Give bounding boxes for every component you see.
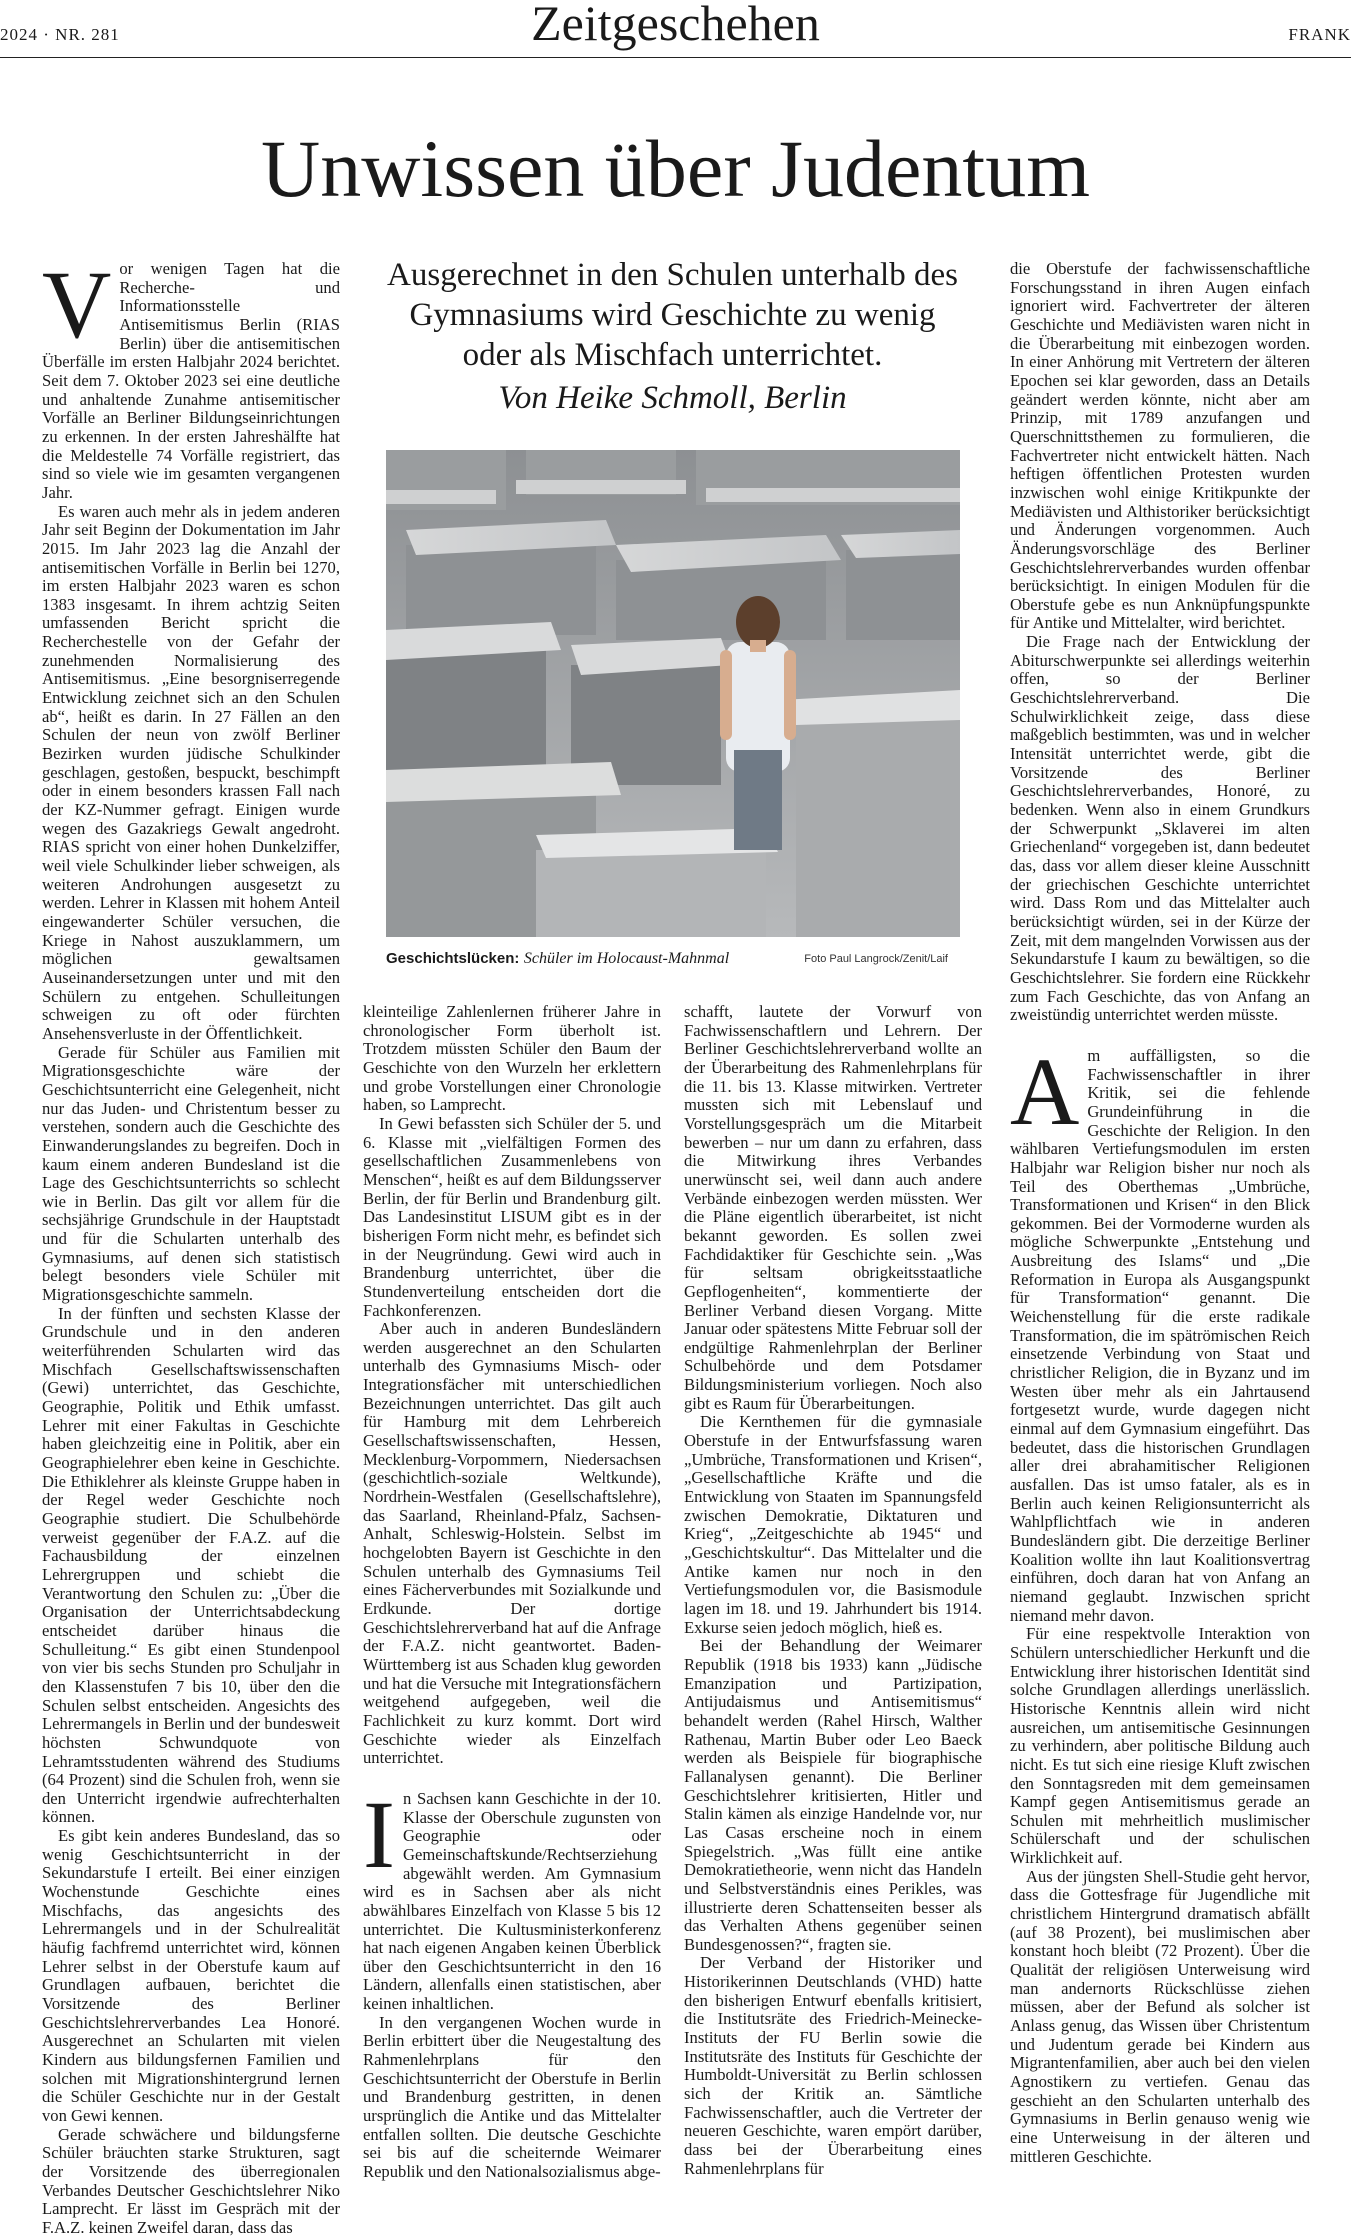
article-photo — [386, 450, 960, 937]
article-column-1 — [42, 251, 340, 2237]
paragraph: m auffälligsten, so die Fachwissenschaftler in ihrer Kritik, sei die fehlende Grundeinführung in die Geschichte der Religion. In den wählbaren Vertiefungsmodulen im ersten Halbjahr war Religion bisher nur noch als Teil des Oberthemas „Umbrüche, Transformationen und Krisen“ in den Blick gekommen. Bei der Vormoderne wurden als mögliche Schwerpunkte „Entstehung und Ausbreitung des Islams“ und „Die Reformation in Europa als Ausgangspunkt für Transformation“ genannt. Die Weichenstellung für die erste radikale Transformation, die im spätrömischen Reich einsetzende Verbindung von Staat und christlicher Religion, die in Byzanz und im Westen über mehr als ein Jahrtausend fortgesetzt wurde, wurde dagegen nicht einmal auf dem Gymnasium eingeführt. Das bedeutet, dass die historischen Grundlagen aller drei abrahamitischer Religionen ausfallen. Das ist umso fataler, als es in Berlin auch keinen Religionsunterricht als Wahlpflichtfach wie in anderen Bundesländern gibt. Die derzeitige Berliner Koalition wollte ihn laut Koalitionsvertrag einführen, doch daran hat von Anfang an niemand geglaubt. Inzwischen spricht niemand mehr davon. — [1010, 1045, 1310, 1625]
issue-info: 2024 · NR. 281 — [0, 25, 120, 44]
paragraph: Aus der jüngsten Shell-Studie geht hervor, dass die Gottesfrage für Jugendliche mit christlichem Hintergrund dramatisch abfällt (auf 38 Prozent), bei muslimischen aber konstant hoch bleibt (72 Prozent). Über die Qualität der religiösen Unterweisung wird man andernorts Rückschlüsse ziehen müssen, aber der Befund als solcher ist Anlass genug, das Wissen über Christentum und Judentum gerade bei Kindern aus Migrantenfamilien, aber auch bei den vielen Agnostikern zu vertiefen. Genau das geschieht an den Schularten unterhalb des Gymnasiums in Berlin genauso wenig wie eine Unterweisung in der älteren und mittleren Geschichte. — [1010, 1866, 1310, 2166]
paragraph: Gerade für Schüler aus Familien mit Migrationsgeschichte wäre der Geschichtsunterricht eine Gelegenheit, nicht nur das Juden- und Christentum besser zu verstehen, sondern auch die Geschichte des Einwanderungslandes zu begreifen. Doch in kaum einem anderen Bundesland ist die Lage des Geschichtsunterrichts so schlecht wie in Berlin. Das gilt vor allem für die sechsjährige Grundschule in der Hauptstadt und für die Schularten unterhalb des Gymnasiums, auf denen sich statistisch belegt besonders viele Schüler mit Migrationsgeschichte sammeln. — [42, 1042, 340, 1305]
paragraph: In Gewi befassten sich Schüler der 5. und 6. Klasse mit „vielfältigen Formen des gesellschaftlichen Zusammenlebens von Menschen“, heißt es auf dem Bildungsserver Berlin, der für Berlin und Brandenburg gilt. Das Landesinstitut LISUM gibt es in der bisherigen Form nicht mehr, es befindet sich in der Neugründung. Gewi wird auch in Brandenburg unterrichtet, über die Stundenverteilung entscheiden dort die Fachkonferenzen. — [363, 1113, 661, 1320]
section-title: Zeitgeschehen — [531, 0, 820, 51]
paragraph: Die Kernthemen für die gymnasiale Oberstufe in der Entwurfsfassung waren „Umbrüche, Transformationen und Krisen“, „Gesellschaftliche Kräfte und die Entwicklung von Staaten im Spannungsfeld zwischen Demokratie, Diktaturen und Krieg“, „Zeitgeschichte ab 1945“ und „Geschichtskultur“. Das Mittelalter und die Antike kamen nur noch in den Vertiefungsmodulen vor, die Basismodule lagen im 18. und 19. Jahrhundert bis 1914. Exkurse seien jedoch möglich, hieß es. — [684, 1412, 982, 1637]
dropcap: I — [363, 1780, 395, 1888]
article-column-3 — [684, 1002, 982, 2178]
holocaust-memorial-photo — [386, 450, 960, 937]
paragraph: Es gibt kein anderes Bundesland, das so wenig Geschichtsunterricht in der Sekundarstufe I erteilt. Bei einer einzigen Wochenstunde Geschichte eines Mischfachs, das angesichts des Lehrermangels und in der Schulrealität häufig fachfremd unterrichtet wird, können Lehrer selbst in der Oberstufe kaum auf Grundlagen aufbauen, berichtet die Vorsitzende des Berliner Geschichtslehrerverbandes Lea Honoré. Ausgerechnet an Schularten mit vielen Kindern aus bildungsfernen Familien und solchen mit Migrationshintergrund lernen die Schüler Geschichte nur in der Gestalt von Gewi kennen. — [42, 1826, 340, 2125]
paragraph: Für eine respektvolle Interaktion von Schülern unterschiedlicher Herkunft und die Entwicklung ihrer historischen Identität sind solche Grundlagen allerdings unerlässlich. Historische Kenntnis allein wird nicht ausreichen, um antisemitische Gesinnungen zu verhindern, aber politische Bildung auch nicht. Es tut sich eine riesige Kluft zwischen den Sonntagsreden mit dem gemeinsamen Kampf gegen Antisemitismus gerade an Schulen mit mehrheitlich muslimischer Schülerschaft und der schulischen Wirklichkeit auf. — [1010, 1624, 1310, 1868]
photo-caption — [386, 950, 960, 972]
article-column-2 — [363, 1002, 661, 2182]
paragraph: schafft, lautete der Vorwurf von Fachwissenschaftlern und Lehrern. Der Berliner Geschichtslehrerverband wollte an der Überarbeitung des Rahmenlehrplans für die 11. bis 13. Klasse mitwirken. Vertreter mussten sich mit Lebenslauf und Vorstellungsgespräch um die Mitarbeit bewerben – nur um dann zu erfahren, dass die Mitwirkung ihres Verbandes unerwünscht sei, weil dann auch andere Verbände einbezogen werden müssten. Wer die Pläne eigentlich überarbeitet, ist nicht bekannt geworden. Es sollen zwei Fachdidaktiker für Geschichte sein. „Was für seltsam obrigkeitsstaatliche Gepflogenheiten“, kommentierte der Berliner Verband diesen Vorgang. Mitte Januar oder spätestens Mitte Februar soll der endgültige Rahmenlehrplan der Berliner Schulbehörde und dem Potsdamer Bildungsministerium vorliegen. Noch also gibt es Raum für Überarbeitungen. — [684, 1002, 982, 1413]
paragraph: Der Verband der Historiker und Historikerinnen Deutschlands (VHD) hatte den bisherigen Entwurf ebenfalls kritisiert, die Institutsräte des Friedrich-Meinecke-Instituts der FU Berlin sowie die Institutsräte des Instituts für Geschichte der Humboldt-Universität zu Berlin schlossen sich der Kritik an. Sämtliche Fachwissenschaftler, auch die Vertreter der neueren Geschichte, waren empört darüber, dass bei der Überarbeitung eines Rahmenlehrplans für — [684, 1953, 982, 2178]
article-headline: Unwissen über Judentum — [260, 123, 1090, 214]
paragraph: Es waren auch mehr als in jedem anderen Jahr seit Beginn der Dokumentation im Jahr 2015. Im Jahr 2023 lag die Anzahl der antisemitischen Vorfälle in Berlin bei 1270, im ersten Halbjahr 2023 waren es schon 1383 insgesamt. In ihrem achtzig Seiten umfassenden Bericht spricht die Recherchestelle von der Gefahr der zunehmenden Normalisierung des Antisemitismus. „Eine besorgniserregende Entwicklung zeichnet sich an den Schulen ab“, heißt es darin. In 27 Fällen an den Schulen der neun von zwölf Berliner Bezirken wurden jüdische Schulkinder geschlagen, gestoßen, bespuckt, beschimpft oder in einem besonders krassen Fall nach der KZ-Nummer gefragt. Einigen wurde wegen des Gazakriegs Gewalt angedroht. RIAS spricht von einer hohen Dunkelziffer, weil viele Schulkinder lieber schweigen, als weiteren Androhungen ausgesetzt zu werden. Lehrer in Klassen mit hohem Anteil eingewanderter Schüler versuchen, die Kriege in Nahost auszuklammern, um möglichen gewaltsamen Auseinandersetzungen unter und mit den Schülern zu entgehen. Schulleitungen schweigen zu oft oder fürchten Ansehensverluste in der Öffentlichkeit. — [42, 501, 340, 1043]
paragraph: Bei der Behandlung der Weimarer Republik (1918 bis 1933) kann „Jüdische Emanzipation und Partizipation, Antijudaismus und Antisemitismus“ behandelt werden (Rahel Hirsch, Walther Rathenau, Martin Buber oder Leo Baeck werden als Beispiele für biographische Fallanalysen genannt). Die Berliner Geschichtslehrer kritisierten, Hitler und Stalin kämen als einzige Handelnde vor, nur Las Casas erscheine noch in einem Spiegelstrich. „Was füllt eine antike Demokratietheorie, wenn nicht das Handeln und Selbstverständnis eines Perikles, was illustrierte deren Schattenseiten besser als das Verhalten Athens gegenüber seinen Bundesgenossen?“, fragten sie. — [684, 1636, 982, 1954]
article-deck: Ausgerechnet in den Schulen unterhalb des Gymnasiums wird Geschichte zu wenig oder als Mischfach unterrichtet. — [387, 257, 958, 373]
paragraph: or wenigen Tagen hat die Recherche- und Informationsstelle Antisemitismus Berlin (RIAS Berlin) über die antisemitischen Überfälle im ersten Halbjahr 2024 berichtet. Seit dem 7. Oktober 2023 sei eine deutliche und anhaltende Zunahme antisemitischer Vorfälle an Berliner Bildungseinrichtungen zu erkennen. In der ersten Jahreshälfte hat die Meldestelle 74 Vorfälle registriert, das sind so viele wie im gesamten vergangenen Jahr. — [42, 259, 340, 502]
paragraph: In der fünften und sechsten Klasse der Grundschule und in den anderen weiterführenden Schularten wird das Mischfach Gesellschaftswissenschaften (Gewi) unterrichtet, das Geschichte, Geographie, Politik und Ethik umfasst. Lehrer mit einer Fakultas in Geschichte haben gleichzeitig eine in Politik, aber ein Geographielehrer eben keine in Geschichte. Die Ethiklehrer als kleinste Gruppe haben in der Regel weder Geschichte noch Geographie studiert. Die Schulbehörde verweist gegenüber der F.A.Z. auf die Fachausbildung der einzelnen Lehrergruppen und schiebt die Verantwortung den Schulen zu: „Über die Organisation der Unterrichtsabdeckung entscheidet darüber hinaus die Schulleitung.“ Es gibt einen Stundenpool von vier bis sechs Stunden pro Schuljahr in den Klassenstufen 7 bis 10, über den die Schulen selbst entscheiden. Angesichts des Lehrermangels in Berlin und der bundesweit höchsten Schwundquote von Lehramtsstudenten während des Studiums (64 Prozent) sind die Schulen froh, wenn sie den Unterricht irgendwie aufrechterhalten können. — [42, 1303, 340, 1827]
caption-text: Schüler im Holocaust-Mahnmal — [523, 950, 730, 967]
page-header — [0, 0, 1351, 58]
caption-title: Geschichtslücken: — [386, 950, 520, 967]
dropcap: V — [42, 251, 112, 358]
article-byline: Von Heike Schmoll, Berlin — [498, 380, 847, 416]
paragraph: Gerade schwächere und bildungsferne Schüler bräuchten starke Strukturen, sagt der Vorsitzende des überregionalen Verbandes Deutscher Geschichtslehrer Niko Lamprecht. Er lässt im Gespräch mit der F.A.Z. keinen Zweifel daran, dass das — [42, 2124, 340, 2237]
photo-credit: Foto Paul Langrock/Zenit/Laif — [804, 953, 948, 965]
article-column-4 — [1010, 260, 1310, 2175]
dropcap: A — [1010, 1037, 1080, 1145]
paragraph: Die Frage nach der Entwicklung der Abiturschwerpunkte sei allerdings weiterhin offen, so der Berliner Geschichtslehrerverband. Die Schulwirklichkeit zeige, dass diese maßgeblich bestimmten, was und in welcher Intensität unterrichtet werde, gibt die Vorsitzende des Berliner Geschichtslehrerverbandes, Honoré, zu bedenken. Wenn also in einem Grundkurs der Schwerpunkt „Sklaverei im alten Griechenland“ vorgegeben ist, dann bedeutet das, dass vor allem dieser kleine Ausschnitt der griechischen Geschichte unterrichtet wird. Dass Rom und das Mittelalter auch berücksichtigt würden, sei in der Kürze der Zeit, mit dem mangelnden Vorwissen aus der Sekundarstufe I kaum zu bewältigen, so die Geschichtslehrer. Sie fordern eine Rückkehr zum Fach Geschichte, das von Anfang an zweistündig unterrichtet werden müsste. — [1010, 632, 1310, 1025]
paragraph: In den vergangenen Wochen wurde in Berlin erbittert über die Neugestaltung des Rahmenlehrplans für den Geschichtsunterricht der Oberstufe in Berlin und Brandenburg gestritten, in denen ursprünglich die Antike und das Mittelalter entfallen sollten. Die deutsche Geschichte sei bis auf die scheiternde Weimarer Republik und den Nationalsozialismus abge- — [363, 2012, 661, 2182]
paragraph: Aber auch in anderen Bundesländern werden ausgerechnet an den Schularten unterhalb des Gymnasiums Misch- oder Integrationsfächer mit unterschiedlichen Bezeichnungen unterrichtet. Das gilt auch für Hamburg mit dem Lehrbereich Gesellschaftswissenschaften, Hessen, Mecklenburg-Vorpommern, Niedersachsen (geschichtlich-soziale Weltkunde), Nordrhein-Westfalen (Gesellschaftslehre), das Saarland, Rheinland-Pfalz, Sachsen-Anhalt, Schleswig-Holstein. Selbst im hochgelobten Bayern ist Geschichte in den Schulen unterhalb des Gymnasiums Teil eines Fächerverbundes mit Sozialkunde und Erdkunde. Der dortige Geschichtslehrerverband hat auf die Anfrage der F.A.Z. nicht geantwortet. Baden-Württemberg ist aus Schaden klug geworden und hat die Versuche mit Integrationsfächern weitgehend aufgegeben, weil die Fachlichkeit zu kurz kommt. Dort wird Geschichte wieder als Einzelfach unterrichtet. — [363, 1319, 661, 1768]
paragraph: die Oberstufe der fachwissenschaftliche Forschungsstand in ihren Augen einfach ignoriert wird. Fachvertreter der älteren Geschichte und Mediävisten waren nicht in die Überarbeitung mit einbezogen worden. In einer Anhörung mit Vertretern der älteren Epochen sei klar geworden, dass an Details geändert werden könnte, nicht aber am Prinzip, mit 1789 anzufangen und Querschnittsthemen zu formulieren, die Fachvertreter nicht entwickelt hätten. Nach heftigen öffentlichen Protesten wurden inzwischen wohl einige Kritikpunkte der Mediävisten und Althistoriker berücksichtigt und Änderungen vorgenommen. Auch Änderungsvorschläge des Berliner Geschichtslehrerverbandes wurden offenbar berücksichtigt. In einigen Modulen für die Oberstufe gebe es nun Anknüpfungspunkte für Antike und Mittelalter, wird berichtet. — [1010, 259, 1310, 633]
paragraph: kleinteilige Zahlenlernen früherer Jahre in chronologischer Form überholt ist. Trotzdem müssten Schüler den Baum der Geschichte von den Wurzeln her erklettern und grobe Vorstellungen einer Chronologie haben, so Lamprecht. — [363, 1002, 661, 1115]
masthead-fragment: FRANK — [1288, 25, 1351, 44]
paragraph: n Sachsen kann Geschichte in der 10. Klasse der Oberschule zugunsten von Geographie oder Gemeinschaftskunde/Rechtserziehung abgewählt werden. Am Gymnasium wird es in Sachsen aber als nicht abwählbares Einzelfach von Klasse 5 bis 12 unterrichtet. Die Kultusministerkonferenz hat nach eigenen Angaben keinen Überblick über den Geschichtsunterricht in den 16 Ländern, allenfalls einen statistischen, aber keinen inhaltlichen. — [363, 1788, 661, 2014]
